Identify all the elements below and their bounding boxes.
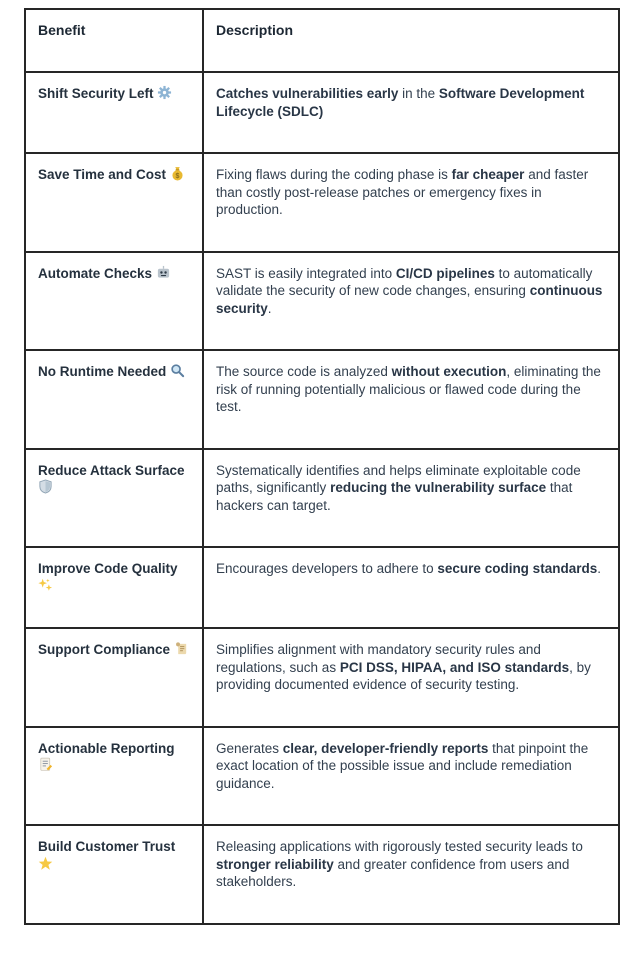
description-text: that hackers can target. — [216, 480, 573, 513]
benefit-cell — [25, 72, 203, 153]
description-text: , eliminating the risk of running potentially malicious or flawed code during the test. — [216, 364, 601, 414]
description-text: Systematically identifies and helps eliminate exploitable code paths, significantly — [216, 462, 581, 495]
table-row — [25, 72, 619, 153]
description-cell — [203, 449, 619, 548]
benefit-label: Build Customer Trust — [38, 839, 176, 854]
table-row — [25, 727, 619, 826]
description-bold-text: PCI DSS, HIPAA, and ISO standards — [339, 659, 570, 675]
table-row — [25, 153, 619, 252]
description-cell — [203, 628, 619, 727]
description-text: in the — [398, 86, 439, 101]
description-text: , by providing documented evidence of security testing. — [216, 659, 591, 692]
benefit-label: Shift Security Left — [38, 86, 154, 101]
benefit-cell — [25, 350, 203, 449]
description-bold-text: Catches vulnerabilities early — [216, 86, 399, 101]
benefit-label: Actionable Reporting — [38, 740, 175, 756]
description-bold-text: Software Development Lifecycle (SDLC) — [216, 86, 585, 119]
description-cell — [203, 350, 619, 449]
benefit-label: Support Compliance — [38, 642, 171, 657]
description-cell — [203, 825, 619, 924]
table-row — [25, 825, 619, 924]
table-row — [25, 449, 619, 548]
page — [0, 8, 640, 964]
benefit-label: Reduce Attack Surface — [38, 462, 185, 478]
table-row — [25, 628, 619, 727]
benefit-cell — [25, 825, 203, 924]
benefit-label: Automate Checks — [38, 265, 153, 281]
description-text: and greater confidence from users and stakeholders. — [216, 856, 570, 889]
benefit-cell — [25, 547, 203, 628]
magnifier-icon — [170, 363, 185, 381]
benefit-cell — [25, 628, 203, 727]
description-text: and faster than costly post-release patches or emergency fixes in production. — [216, 167, 589, 217]
table-row — [25, 350, 619, 449]
description-bold-text: far cheaper — [451, 167, 525, 182]
benefit-label: Improve Code Quality — [38, 561, 178, 576]
description-bold-text: clear, developer-friendly reports — [282, 740, 489, 756]
description-column-header: Description — [203, 9, 619, 72]
memo-icon — [38, 757, 53, 775]
benefit-cell — [25, 153, 203, 252]
gear-icon — [157, 85, 172, 103]
description-bold-text: continuous security — [216, 283, 603, 316]
scroll-icon — [174, 641, 189, 659]
description-cell — [203, 547, 619, 628]
sparkles-icon — [38, 578, 53, 596]
description-text: that pinpoint the exact location of the possible issue and include remediation guidance. — [216, 740, 589, 791]
benefit-cell — [25, 252, 203, 351]
description-text: Simplifies alignment with mandatory security rules and regulations, such as — [216, 642, 541, 675]
description-text: Fixing flaws during the coding phase is — [216, 167, 452, 182]
benefit-label: No Runtime Needed — [38, 364, 167, 379]
robot-icon — [156, 265, 171, 283]
description-cell — [203, 252, 619, 351]
description-cell — [203, 153, 619, 252]
description-text: SAST is easily integrated into — [216, 265, 396, 281]
star-icon — [38, 856, 53, 874]
description-text: to automatically validate the security of new code changes, ensuring — [216, 265, 593, 298]
benefits-table — [24, 8, 620, 925]
benefit-cell — [25, 727, 203, 826]
svg-text:$: $ — [175, 172, 180, 180]
benefit-cell — [25, 449, 203, 548]
description-bold-text: stronger reliability — [216, 856, 334, 872]
description-text: Generates — [216, 740, 283, 756]
description-text: The source code is analyzed — [216, 364, 392, 379]
money-bag-icon — [170, 166, 185, 184]
description-text: . — [597, 561, 601, 576]
table-row — [25, 547, 619, 628]
header-row — [25, 9, 619, 72]
description-cell — [203, 72, 619, 153]
shield-icon — [38, 479, 53, 497]
benefit-column-header: Benefit — [25, 9, 203, 72]
description-text: Releasing applications with rigorously tested security leads to — [216, 839, 583, 854]
table-body — [25, 72, 619, 924]
description-bold-text: secure coding standards — [437, 561, 598, 576]
description-bold-text: CI/CD pipelines — [395, 265, 495, 281]
description-cell — [203, 727, 619, 826]
description-text: . — [267, 300, 272, 316]
benefit-label: Save Time and Cost — [38, 167, 167, 182]
description-bold-text: reducing the vulnerability surface — [330, 480, 547, 495]
description-bold-text: without execution — [391, 364, 507, 379]
description-text: Encourages developers to adhere to — [216, 561, 438, 576]
table-row — [25, 252, 619, 351]
